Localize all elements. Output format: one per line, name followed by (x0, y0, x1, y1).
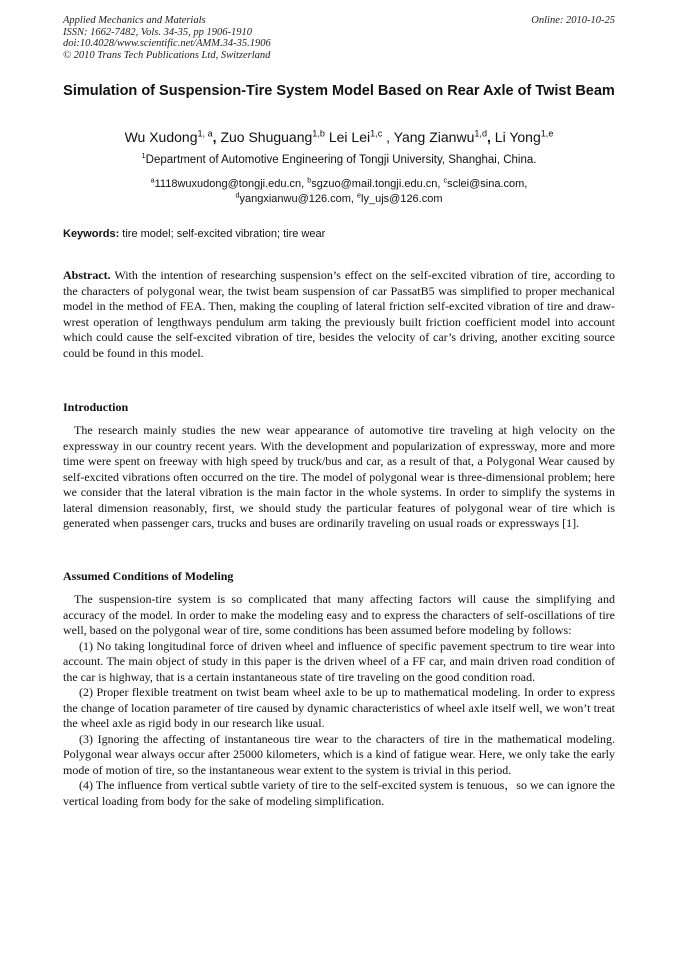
condition-item: (2) Proper flexible treatment on twist beam wheel axle to be up to mathematical modeling. In order to express the change of location parameter of tire caused by dynamic characteristics of wheel axle itself well, we won’t treat the wheel axle as rigid body in our research like usual. (63, 685, 615, 730)
email-a: 1118wuxudong@tongji.edu.cn, (154, 178, 305, 190)
section-heading-assumed-conditions: Assumed Conditions of Modeling (63, 569, 234, 583)
journal-header (63, 15, 615, 61)
abstract (63, 268, 615, 361)
abstract-text: With the intention of researching suspension’s effect on the self-excited vibration of tire, according to the characters of polygonal wear, the twist beam suspension of car PassatB5 was simplified to proper mechanical model in the method of FEA. Then, making the coupling of lateral friction self-excited vibration of tire and draw-wrest operation of lengthways pendulum arm taking the previously built friction coefficient model into account which could cause the self-excited vibration of tire, besides the velocity of car’s driving, another exciting source could be found in this model. (63, 268, 615, 360)
author-name: Li Yong (494, 129, 541, 145)
affiliation (63, 153, 615, 168)
author-affil-mark: 1, a (197, 128, 213, 139)
introduction-body (63, 423, 615, 532)
paragraph: The suspension-tire system is so complicated that many affecting factors will cause the simplifying and accuracy of the model. In order to make the modeling easy and to express the characters of self-oscillations of tire well, based on the polygonal wear of tire, some conditions has been assumed before modeling by follows: (63, 592, 615, 637)
paper-title: Simulation of Suspension-Tire System Model Based on Rear Axle of Twist Beam (63, 83, 615, 99)
email-e: ly_ujs@126.com (361, 193, 443, 205)
email-b: sgzuo@mail.tongji.edu.cn, (311, 178, 441, 190)
author-list: Wu Xudong$^{1, a}$, Zuo Shuguang$^{1,b}$ Lei Lei$^{1,c}$ , Yang Zianwu$^{1,d}$, Li Yong$^{1,e}$ (124, 128, 554, 145)
author-affil-mark: 1,e (540, 128, 554, 139)
email-c: sclei@sina.com, (447, 178, 528, 190)
author-name: Yang Zianwu (393, 129, 475, 145)
doi-line: doi:10.4028/www.scientific.net/AMM.34-35.1906 (63, 38, 271, 49)
copyright-line: © 2010 Trans Tech Publications Ltd, Switzerland (63, 49, 271, 61)
keywords-text: tire model; self-excited vibration; tire wear (119, 228, 326, 240)
paragraph: The research mainly studies the new wear appearance of automotive tire traveling at high velocity on the expressway in our country recent years. With the development and popularization of expressway, more and more time were spent on freeway with high speed by truck/bus and car, as a result of that, a Polygonal Wear caused by self-excited vibrations often occurred on the tire. The model of polygonal wear is three-dimensional problem; here we consider that the lateral vibration is the main factor in the whole systems. In order to simplify the systems in lateral dimension reasonably, first, we should study the particular features of polygonal wear of tire which is generated when passenger cars, trucks and buses are ordinarily traveling on usual roads or expressways [1]. (63, 423, 615, 530)
author-name: Wu Xudong (124, 129, 198, 145)
abstract-label: Abstract. (63, 268, 111, 282)
condition-item: (3) Ignoring the affecting of instantaneous tire wear to the characters of tire in the mathematical modeling. Polygonal wear always occur after 25000 kilometers, which is a kind of fatigue wear. Here, we only take the early mode of motion of tire, so the instantaneous wear extent to the system is trivial in this period. (63, 731, 615, 777)
keywords (63, 227, 615, 242)
author-affil-mark: 1,b (312, 128, 325, 139)
author-name: Lei Lei (328, 129, 371, 145)
journal-name: Applied Mechanics and Materials (63, 15, 206, 26)
affiliation-mark: 1 (141, 151, 146, 161)
email-list: $^a$1118wuxudong@tongji.edu.cn, $^b$sgzuo@mail.tongji.edu.cn, $^c$sclei@sina.com, $^d$yangxianwu@126.com, $^e$ly_ujs@126.com (150, 176, 528, 205)
issn-line: ISSN: 1662-7482, Vols. 34-35, pp 1906-1910 (63, 26, 252, 38)
section-heading-introduction: Introduction (63, 400, 129, 414)
online-date: Online: 2010-10-25 (531, 15, 615, 26)
author-affil-mark: 1,d (474, 128, 488, 139)
author-affil-mark: 1,c (370, 128, 383, 139)
affiliation-text: Department of Automotive Engineering of Tongji University, Shanghai, China. (145, 154, 537, 166)
email-d: yangxianwu@126.com, (239, 193, 354, 205)
condition-item: (4) The influence from vertical subtle variety of tire to the self-excited system is tenuous，so we can ignore the vertical loading from body for the sake of modeling simplification. (63, 778, 615, 808)
author-name: Zuo Shuguang (220, 129, 313, 145)
keywords-label: Keywords: (63, 228, 120, 240)
condition-item: (1) No taking longitudinal force of driven wheel and influence of specific pavement spectrum to tire wear into account. The main object of study in this paper is the driven wheel of a FF car, and main driven road condition of the car is highway, that is a certain instantaneous state of tire traveling on the good condition road. (63, 638, 615, 684)
assumed-conditions-body (63, 592, 615, 809)
